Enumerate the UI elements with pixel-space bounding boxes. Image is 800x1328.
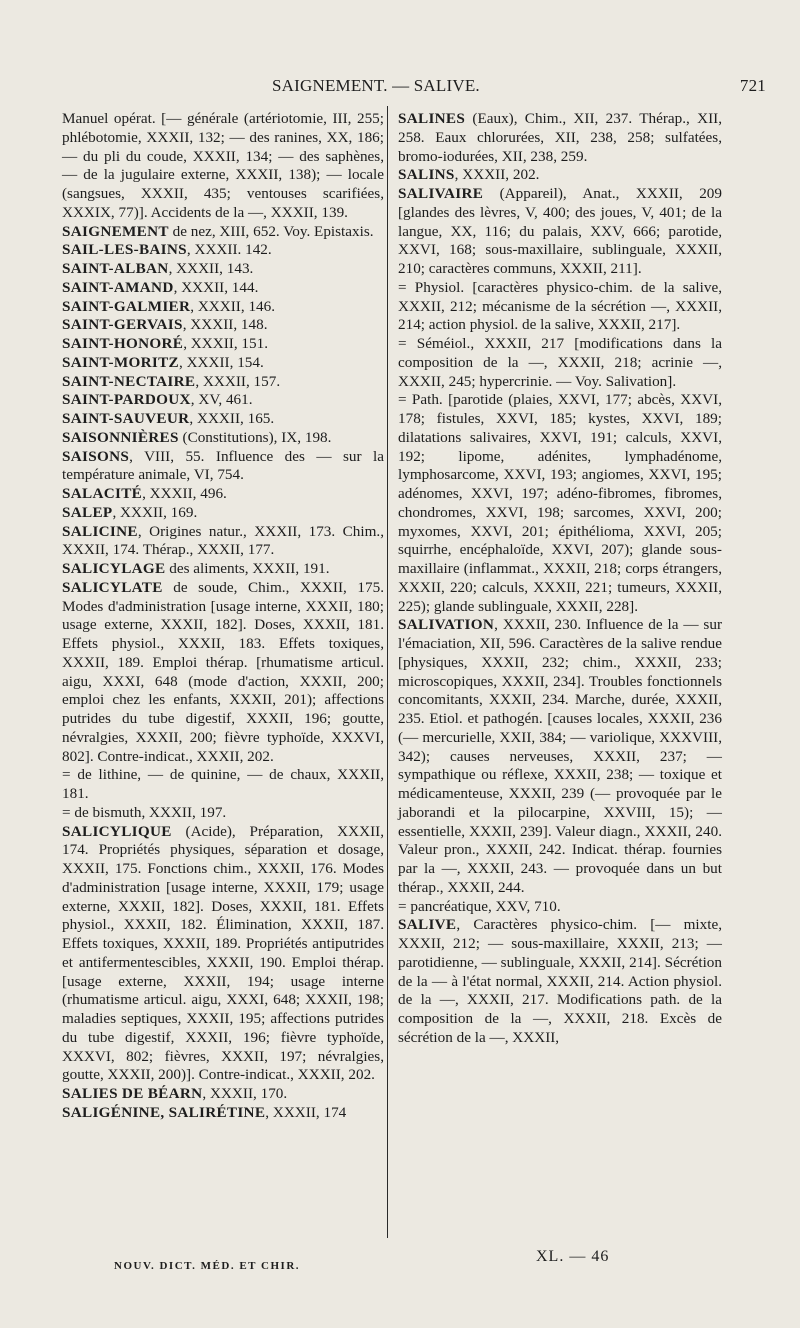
- entry-headword: SAIGNEMENT: [62, 222, 169, 240]
- entry-headword: SAINT-NECTAIRE: [62, 372, 196, 390]
- entry-text: , XXXII, 148.: [182, 316, 268, 334]
- entry-headword: SALIVAIRE: [398, 185, 484, 202]
- entry-text: = pancréatique, XXV, 710.: [398, 897, 561, 915]
- column-divider: [387, 106, 388, 1238]
- index-entry: [62, 448, 384, 486]
- index-entry: [62, 523, 384, 561]
- index-entry: [62, 260, 384, 279]
- entry-headword: SALIES DE BÉARN: [62, 1085, 203, 1102]
- entry-headword: SAINT-HONORÉ: [62, 335, 184, 352]
- running-header: [60, 76, 780, 102]
- index-entry: [62, 429, 384, 448]
- entry-headword: SALICYLIQUE: [62, 822, 172, 840]
- entry-text: (Constitutions), IX, 198.: [178, 428, 332, 446]
- index-entry: [62, 485, 384, 504]
- page-number: 721: [739, 76, 766, 95]
- index-entry: [398, 166, 722, 185]
- entry-headword: SAIL-LES-BAINS: [62, 241, 187, 259]
- entry-text: de soude, Chim., XXXII, 175. Modes d'administration [usage interne, XXXII, 180; usage externe, XXXII, 182]. Doses, XXXII, 181. Effets physiol., XXXII, 183. Effets toxiques, XXXII, 189. Emploi thérap. [rhumatisme articul. aigu, XXXI, 648 (mode d'action, XXXII, 200; emploi chez les enfants, XXXII, 201); affections putrides du tube digestif, XXXII, 196; goutte, névralgies, XXXII, 200; fièvre typhoïde, XXXVI, 802]. Contre-indicat., XXXII, 202.: [62, 578, 384, 765]
- entry-text: , XXXII, 496.: [142, 485, 227, 502]
- index-entry: [62, 279, 384, 298]
- index-entry: [398, 335, 722, 391]
- entry-text: = Séméiol., XXXII, 217 [modifications dans la composition de la —, XXXII, 218; acrinie —, XXXII, 245; hypercrinie. — Voy. Salivation].: [398, 335, 722, 390]
- entry-text: = de lithine, — de quinine, — de chaux, XXXII, 181.: [62, 766, 384, 802]
- index-entry: [62, 1104, 384, 1123]
- index-entry: [62, 223, 384, 242]
- entry-text: des aliments, XXXII, 191.: [165, 560, 330, 577]
- entry-text: , XXXII, 174: [265, 1103, 347, 1121]
- index-entry: [398, 185, 722, 279]
- index-entry: [62, 316, 384, 335]
- index-entry: [398, 279, 722, 335]
- entry-headword: SALEP: [62, 503, 113, 521]
- entry-headword: SAINT-ALBAN: [62, 260, 169, 277]
- entry-text: , XXXII, 169.: [112, 503, 198, 521]
- index-entry: [398, 391, 722, 616]
- left-column: [62, 110, 384, 1123]
- footer-signature: XL. — 46: [536, 1248, 610, 1265]
- entry-text: (Acide), Préparation, XXXII, 174. Propriétés physiques, séparation et dosage, XXXII, 175. Fonctions chim., XXXII, 176. Modes d'administration [usage interne, XXXII, 179; usage externe, XXXII, 182]. Doses, XXXII, 181. Effets physiol., XXXII, 182. Élimination, XXXII, 187. Effets toxiques, XXXII, 189. Propriétés antiputrides et antifermentescibles, XXXII, 190. Emploi thérap. [usage externe, XXXII, 194; usage interne (rhumatisme articul. aigu, XXXI, 648; XXXII, 198; maladies septiques, XXXII, 195; affections putrides du tube digestif, XXXII, 196; fièvre typhoïde, XXXVI, 802; fièvres, XXXII, 197; névralgies, goutte, XXXII, 200)]. Contre-indicat., XXXII, 202.: [62, 822, 384, 1084]
- index-entry: [62, 823, 384, 1086]
- entry-headword: SAISONS: [62, 447, 130, 465]
- index-entry: [62, 1085, 384, 1104]
- index-entry: [62, 373, 384, 392]
- entry-headword: SALACITÉ: [62, 485, 143, 502]
- entry-text: , XXXII. 142.: [186, 241, 272, 259]
- entry-headword: SAINT-MORITZ: [62, 353, 179, 371]
- entry-text: = Path. [parotide (plaies, XXVI, 177; abcès, XXVI, 178; fistules, XXVI, 185; kystes, XXVI, 189; dilatations salivaires, XXVI, 191; calculs, XXVI, 192; lipome, adénites, lymphadénome, lymphosarcome, XXVI, 193; angiomes, XXVI, 195; adénomes, XXVI, 197; adéno-fibromes, fibromes, chondromes, XXVI, 198; sarcomes, XXVI, 200; myxomes, XXVI, 201; épithélioma, XXVI, 205; squirrhe, encéphaloïde, XXVI, 207); glande sous-maxillaire (inflammat., XXXII, 218; corps étrangers, XXXII, 220; calculs, XXXII, 221; tumeurs, XXXII, 225); glande sublinguale, XXXII, 228].: [398, 391, 722, 615]
- entry-text: , Caractères physico-chim. [— mixte, XXXII, 212; — sous-maxillaire, XXXII, 213; — parotidienne, — sublinguale, XXXII, 214]. Sécrétion de la — à l'état normal, XXXII, 214. Action physiol. de la —, XXXII, 217. Modifications path. de la composition de la —, XXXII, 218. Excès de sécrétion de la —, XXXII,: [398, 916, 722, 1046]
- index-entry: [62, 335, 384, 354]
- entry-text: , Origines natur., XXXII, 173. Chim., XXXII, 174. Thérap., XXXII, 177.: [62, 522, 384, 559]
- entry-text: (Appareil), Anat., XXXII, 209 [glandes des lèvres, V, 400; des joues, V, 401; de la langue, XX, 116; du palais, XXV, 666; parotide, XXVI, 168; sous-maxillaire, sublinguale, XXXII, 210; caractères communs, XXXII, 211].: [398, 185, 722, 277]
- entry-text: , XXXII, 146.: [190, 297, 276, 315]
- entry-text: = de bismuth, XXXII, 197.: [62, 803, 227, 821]
- entry-headword: SALICYLAGE: [62, 560, 166, 577]
- entry-text: , VIII, 55. Influence des — sur la température animale, VI, 754.: [62, 447, 384, 484]
- index-entry: [62, 560, 384, 579]
- entry-text: , XXXII, 154.: [178, 353, 264, 371]
- entry-text: , XXXII, 157.: [195, 372, 281, 390]
- entry-text: , XXXII, 170.: [202, 1085, 288, 1102]
- entry-headword: SAINT-PARDOUX: [62, 391, 191, 409]
- entry-headword: SALIVE: [398, 916, 457, 934]
- entry-text: Manuel opérat. [— générale (artériotomie, III, 255; phlébotomie, XXXII, 132; — des ranines, XX, 186; — du pli du coude, XXXII, 134; — des saphènes, — de la jugulaire externe, XXXII, 138); — locale (sangsues, XXXII, 435; ventouses scarifiées, XXXIX, 77)]. Accidents de la —, XXXII, 139.: [62, 110, 384, 221]
- entry-text: , XXXII, 151.: [183, 335, 268, 352]
- entry-headword: SAINT-AMAND: [62, 278, 174, 296]
- entry-text: de nez, XIII, 652. Voy. Epistaxis.: [168, 222, 374, 240]
- entry-text: = Physiol. [caractères physico-chim. de la salive, XXXII, 212; mécanisme de la sécrétion —, XXXII, 214; action physiol. de la salive, XXXII, 217].: [398, 278, 722, 334]
- index-entry: [398, 616, 722, 897]
- entry-headword: SAINT-GERVAIS: [62, 316, 183, 334]
- page-title: SAIGNEMENT. — SALIVE.: [272, 76, 480, 95]
- entry-headword: SAINT-GALMIER: [62, 297, 191, 315]
- entry-headword: SALICINE: [62, 522, 138, 540]
- entry-text: , XV, 461.: [190, 391, 253, 409]
- entry-headword: SALINS: [398, 166, 455, 184]
- entry-headword: SAINT-SAUVEUR: [62, 410, 190, 427]
- index-entry: [398, 110, 722, 166]
- index-entry: [62, 391, 384, 410]
- index-entry: [62, 241, 384, 260]
- index-entry: [62, 354, 384, 373]
- entry-text: , XXXII, 202.: [454, 166, 540, 184]
- index-entry: [62, 410, 384, 429]
- entry-headword: SALICYLATE: [62, 578, 163, 596]
- index-entry: [62, 579, 384, 767]
- index-entry: [62, 110, 384, 223]
- entry-headword: SALIVATION: [398, 616, 495, 634]
- entry-text: , XXXII, 143.: [168, 260, 254, 277]
- index-entry: [398, 916, 722, 1047]
- entry-headword: SALIGÉNINE, SALIRÉTINE: [62, 1103, 266, 1121]
- index-entry: [398, 898, 722, 917]
- entry-headword: SALINES: [398, 110, 466, 127]
- entry-text: , XXXII, 144.: [173, 278, 259, 296]
- entry-headword: SAISONNIÈRES: [62, 428, 179, 446]
- footer-publication: NOUV. DICT. MÉD. ET CHIR.: [114, 1260, 301, 1272]
- entry-text: , XXXII, 165.: [189, 410, 275, 427]
- index-entry: [62, 504, 384, 523]
- entry-text: (Eaux), Chim., XII, 237. Thérap., XII, 258. Eaux chlorurées, XII, 238, 258; sulfatées, bromo-iodurées, XII, 238, 259.: [398, 110, 722, 165]
- right-column: [398, 110, 722, 1048]
- index-entry: [62, 766, 384, 804]
- index-entry: [62, 298, 384, 317]
- index-entry: [62, 804, 384, 823]
- entry-text: , XXXII, 230. Influence de la — sur l'émaciation, XII, 596. Caractères de la salive rendue [physiques, XXXII, 232; chim., XXXII, 233; microscopiques, XXXII, 234]. Troubles fonctionnels concomitants, XXXII, 234. Marche, durée, XXXII, 235. Etiol. et pathogén. [causes locales, XXXII, 236 (— mercurielle, XXII, 384; — variolique, XXXVIII, 342); causes nerveuses, XXXII, 237; — sympathique ou réflexe, XXXII, 238; — toxique et médicamenteuse, XXXII, 239 (— provoquée par le jaborandi et la pilocarpine, XXVIII, 15); — essentielle, XXXII, 239]. Valeur diagn., XXXII, 240. Valeur pron., XXXII, 242. Indicat. thérap. fournies par la —, XXXII, 243. — provoquée dans un but thérap., XXXII, 244.: [398, 616, 722, 896]
